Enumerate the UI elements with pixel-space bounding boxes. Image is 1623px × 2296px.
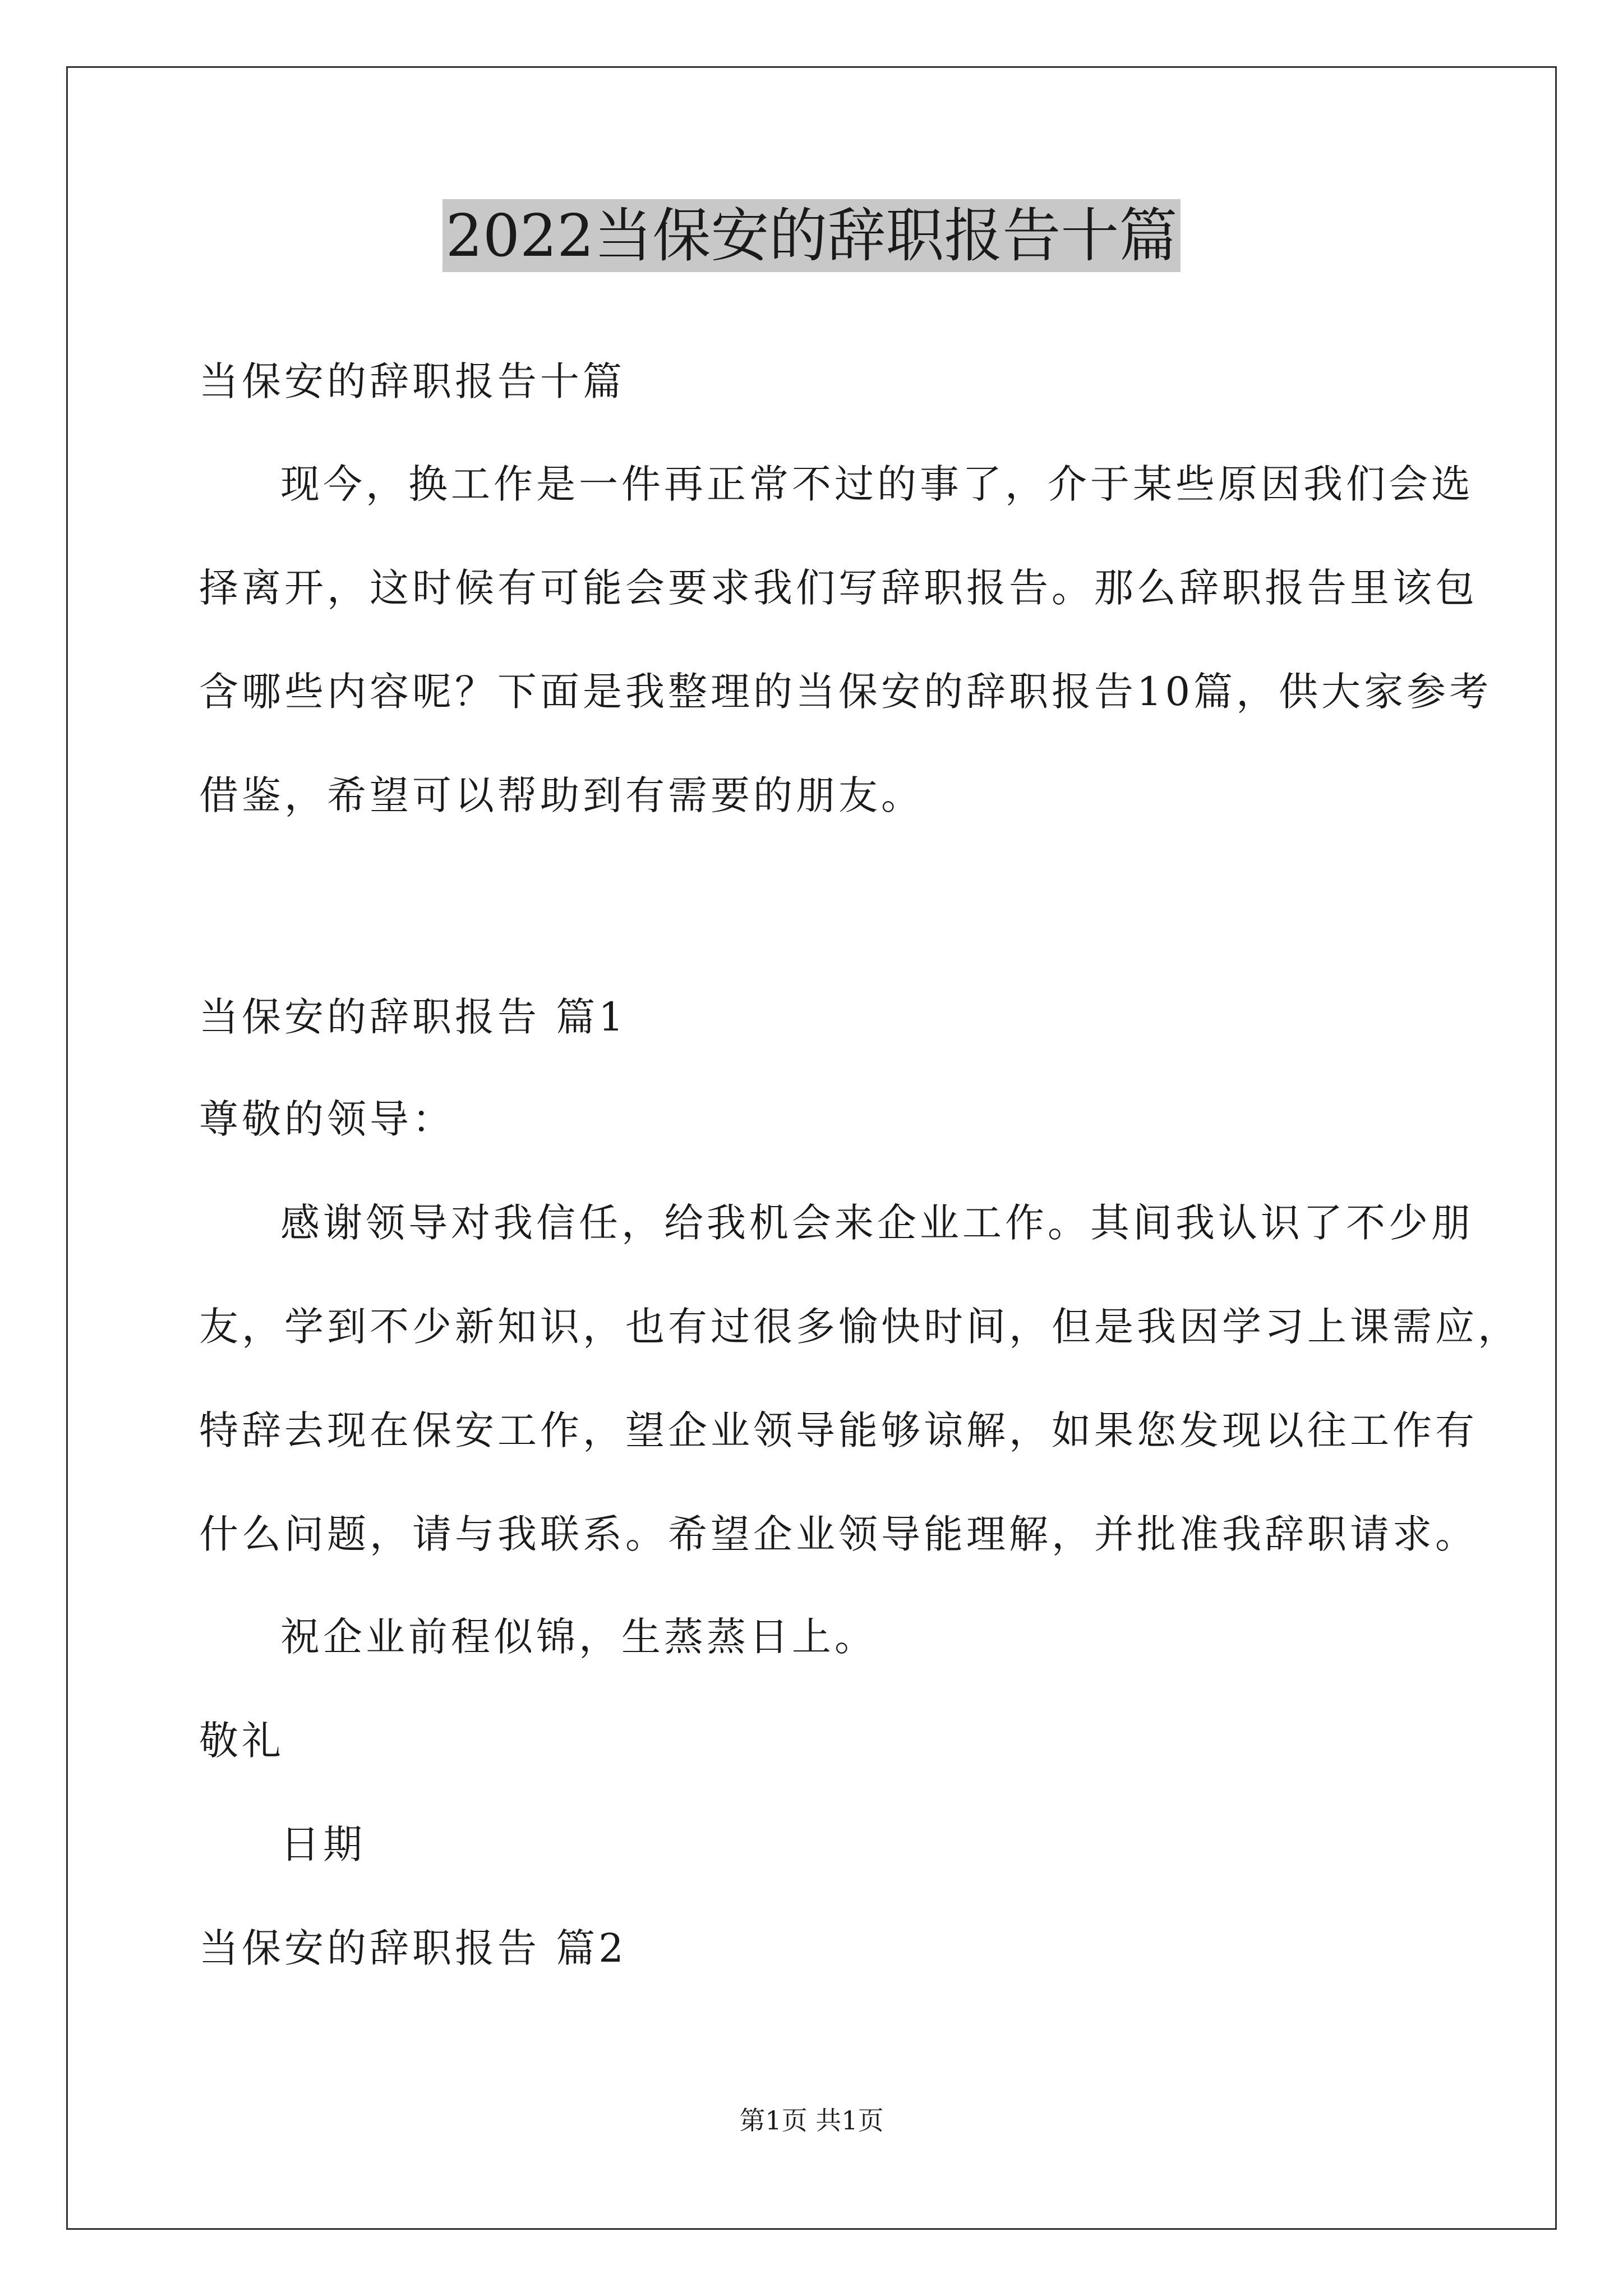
intro-paragraph-line-1: 现今，换工作是一件再正常不过的事了，介于某些原因我们会选 [280,461,1474,507]
salutation: 尊敬的领导： [199,1096,455,1142]
section-heading-2: 当保安的辞职报告 篇2 [199,1925,627,1971]
date-label: 日期 [280,1821,366,1867]
body-paragraph-line-3: 特辞去现在保安工作，望企业领导能够谅解，如果您发现以往工作有 [199,1407,1478,1453]
closing-wish: 祝企业前程似锦，生蒸蒸日上。 [280,1614,877,1660]
intro-paragraph-line-3: 含哪些内容呢？下面是我整理的当保安的辞职报告10篇，供大家参考 [199,669,1492,715]
page-footer: 第1页 共1页 [739,2105,884,2136]
intro-paragraph-line-2: 择离开，这时候有可能会要求我们写辞职报告。那么辞职报告里该包 [199,565,1478,611]
closing-regards: 敬礼 [199,1718,284,1764]
body-paragraph-line-2: 友，学到不少新知识，也有过很多愉快时间，但是我因学习上课需应， [199,1304,1520,1350]
document-title [0,196,1623,275]
intro-paragraph-line-4: 借鉴，希望可以帮助到有需要的朋友。 [199,772,924,818]
body-paragraph-line-1: 感谢领导对我信任，给我机会来企业工作。其间我认识了不少朋 [280,1200,1474,1246]
document-title-text: 2022当保安的辞职报告十篇 [442,199,1181,272]
body-paragraph-line-4: 什么问题，请与我联系。希望企业领导能理解，并批准我辞职请求。 [199,1511,1478,1557]
subtitle-line: 当保安的辞职报告十篇 [199,358,625,404]
section-heading-1: 当保安的辞职报告 篇1 [199,994,627,1040]
